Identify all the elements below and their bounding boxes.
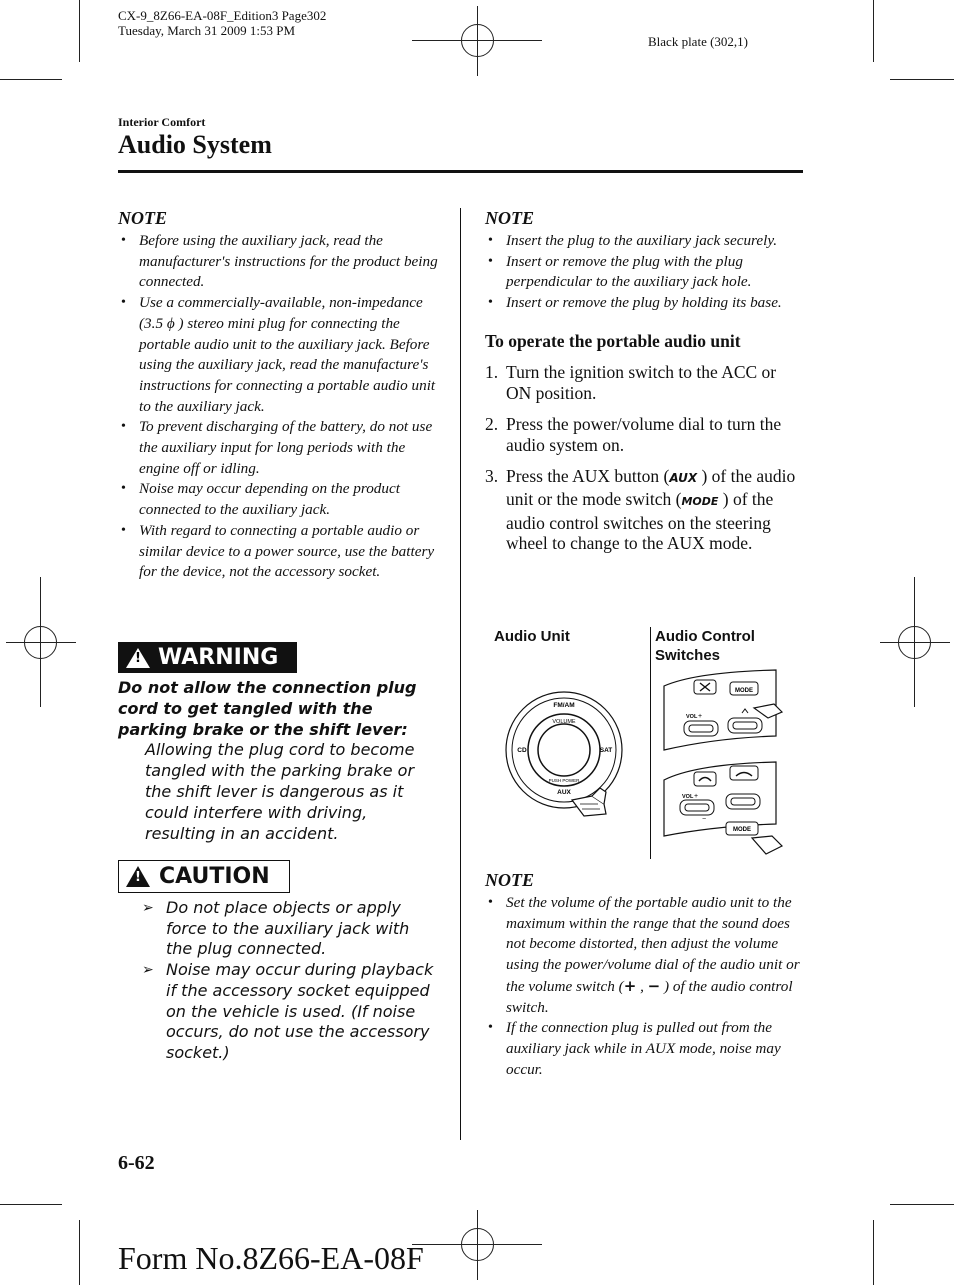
step-text: Turn the ignition switch to the ACC or ON position. [506,361,777,403]
mode-label: MODE [735,688,753,694]
vol-label: VOL [682,794,694,800]
note-list [485,893,805,1080]
right-column [485,208,805,565]
step-text: ) of the audio unit or the mode switch ( [506,466,796,509]
vol-label: VOL [686,714,698,720]
plus-label: + [694,793,699,800]
print-header [118,8,326,38]
hand-pointer-icon [752,836,782,854]
figure-label-switches: Audio Control Switches [655,628,755,664]
list-item: • If the connection plug is pulled out from the auxiliary jack while in AUX mode, noise may occur. [485,1018,805,1080]
step-text: Press the power/volume dial to turn the audio system on. [506,413,782,455]
step-number: 2. [485,413,499,434]
warning-badge [118,642,297,673]
section-label: Interior Comfort [118,115,206,129]
form-number: Form No.8Z66-EA-08F [118,1240,424,1276]
figure-divider [650,627,651,859]
note-text: , [636,977,648,995]
operate-heading: To operate the portable audio unit [485,330,741,351]
warning-icon [126,648,150,668]
minus-label: − [702,816,707,823]
list-item: ➢ Do not place objects or apply force to the auxiliary jack with the plug connected. [141,898,438,960]
plus-label: + [698,713,703,720]
page-number: 6-62 [118,1152,155,1174]
list-item: • Use a commercially-available, non-impedance (3.5 ϕ ) stereo mini plug for connecting the portable audio unit to the auxiliary jack. Before using the auxiliary jack, read the manufacture's instructions for connecting a portable audio unit to the auxiliary jack. [118,293,438,417]
push-power-label: PUSH POWER [548,778,580,783]
audio-unit-illustration [500,680,630,820]
fm-am-label: FM/AM [553,702,575,709]
caution-badge [118,860,290,893]
print-header-line1: CX-9_8Z66-EA-08F_Edition3 Page302 [118,8,327,23]
plus-icon: + [623,976,637,995]
plate-label: Black plate (302,1) [648,34,748,49]
note-list [485,231,805,314]
list-item: • Insert or remove the plug by holding its base. [485,293,805,314]
step-number: 3. [485,466,499,486]
list-item: • Noise may occur depending on the product connected to the auxiliary jack. [118,479,438,520]
aux-button-glyph: AUX [669,471,698,485]
title-rule [118,170,803,173]
list-item [485,466,805,554]
mode-label: MODE [733,827,751,833]
figure-label-audio-unit: Audio Unit [494,628,570,645]
list-item: ➢ Noise may occur during playback if the accessory socket equipped on the vehicle is used. (If noise occurs, do not use the accessory socket.) [141,960,438,1064]
warning-heading: Do not allow the connection plug cord to get tangled with the parking brake or the shift lever: [118,678,417,739]
minus-icon: − [647,976,661,995]
list-item [485,893,805,1018]
list-item: • Insert the plug to the auxiliary jack securely. [485,231,805,252]
column-divider [460,208,461,1140]
list-item: • Insert or remove the plug with the plug perpendicular to the auxiliary jack hole. [485,252,805,293]
volume-label: VOLUME [552,719,576,725]
list-item: • Before using the auxiliary jack, read the manufacturer's instructions for the product being connected. [118,231,438,293]
caution-label: CAUTION [159,864,270,889]
note-text: ) of the audio control switch. [506,977,793,1016]
note-heading: NOTE [485,208,534,228]
aux-label: AUX [557,789,571,796]
warning-label: WARNING [158,645,279,670]
note2-block [485,870,805,1080]
step-text: Press the AUX button ( [506,466,670,486]
step-text: ) of the audio control switches on the steering wheel to change to the AUX mode. [506,488,774,554]
mode-switch-glyph: MODE [681,494,719,508]
steps-list [485,362,805,554]
list-item [485,414,805,456]
list-item: • With regard to connecting a portable audio or similar device to a power source, use the battery for the device, not the accessory socket. [118,521,438,583]
step-number: 1. [485,361,499,382]
cd-label: CD [517,747,527,754]
caution-icon: ! [126,866,150,887]
sat-label: SAT [599,747,613,754]
list-item: • To prevent discharging of the battery, do not use the auxiliary input for long periods with the engine off or idling. [118,417,438,479]
note-list [118,231,438,583]
warning-body: Allowing the plug cord to become tangled with the parking brake or the shift lever is dangerous as it could interfere with driving, resulting in an accident. [145,740,415,843]
audio-control-switches-illustration [656,666,786,858]
note-heading: NOTE [485,870,534,890]
print-header-line2: Tuesday, March 31 2009 1:53 PM [118,23,296,38]
note-text: Set the volume of the portable audio unit to the maximum within the range that the sound does not become distorted, then adjust the volume using the power/volume dial of the audio unit or the volume switch ( [506,894,800,995]
note-heading: NOTE [118,208,167,228]
caution-list [141,898,438,1064]
list-item [485,362,805,404]
left-column [118,208,438,583]
page-title: Audio System [118,130,272,159]
